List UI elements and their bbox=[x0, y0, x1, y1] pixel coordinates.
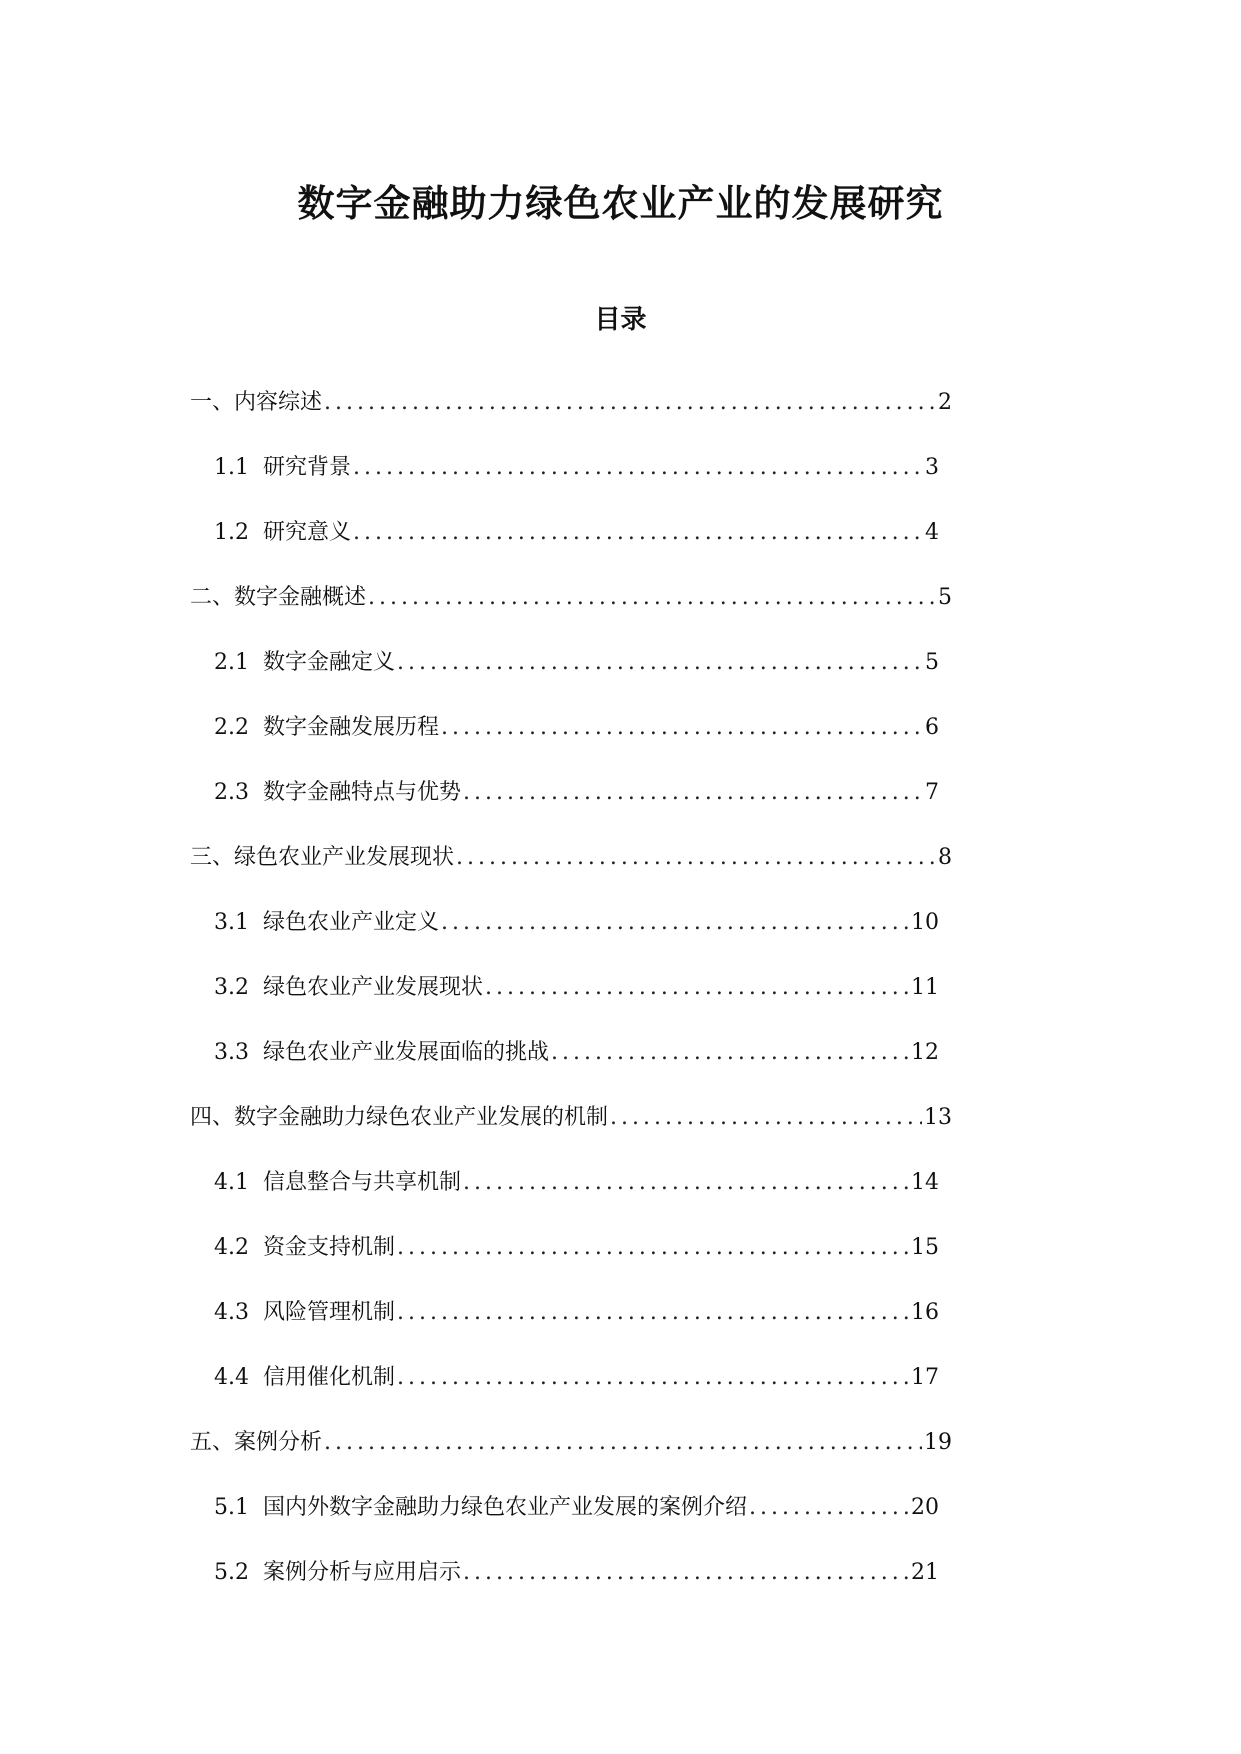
toc-entry-2-1[interactable] bbox=[214, 643, 939, 708]
toc-dot-leader bbox=[397, 1293, 909, 1333]
toc-entry-1[interactable] bbox=[190, 383, 952, 448]
toc-section-number: 2.2 bbox=[214, 715, 249, 740]
toc-entry-3-1[interactable] bbox=[214, 903, 939, 968]
toc-section-number: 1.1 bbox=[214, 455, 249, 480]
toc-page-number: 5 bbox=[925, 650, 939, 675]
toc-heading: 目录 bbox=[594, 304, 647, 335]
toc-dot-leader bbox=[485, 968, 909, 1008]
toc-entry-3-2[interactable] bbox=[214, 968, 939, 1033]
toc-dot-leader bbox=[397, 1228, 909, 1268]
toc-entry-text: 数字金融发展历程 bbox=[263, 715, 440, 740]
toc-section-number: 5.2 bbox=[214, 1560, 249, 1585]
toc-entry-text: 国内外数字金融助力绿色农业产业发展的案例介绍 bbox=[263, 1495, 748, 1520]
toc-dot-leader bbox=[353, 448, 923, 488]
toc-entry-text: 资金支持机制 bbox=[263, 1235, 396, 1260]
toc-dot-leader bbox=[353, 513, 923, 553]
toc-dot-leader bbox=[397, 1358, 909, 1398]
toc-page-number: 14 bbox=[911, 1170, 939, 1195]
toc-entry-2-3[interactable] bbox=[214, 773, 939, 838]
toc-entry-text: 数字金融特点与优势 bbox=[263, 780, 462, 805]
toc-section-number: 5.1 bbox=[214, 1495, 249, 1520]
toc-entry-text: 绿色农业产业发展现状 bbox=[263, 975, 484, 1000]
toc-dot-leader bbox=[463, 1553, 909, 1593]
toc-page-number: 12 bbox=[911, 1040, 939, 1065]
toc-page-number: 8 bbox=[938, 845, 952, 870]
toc-page-number: 5 bbox=[938, 585, 952, 610]
toc-entry-1-2[interactable] bbox=[214, 513, 939, 578]
toc-section-number: 2.3 bbox=[214, 780, 249, 805]
toc-section-number: 1.2 bbox=[214, 520, 249, 545]
toc-entry-text: 二、数字金融概述 bbox=[190, 585, 367, 610]
toc-page-number: 15 bbox=[911, 1235, 939, 1260]
toc-entry-text: 五、案例分析 bbox=[190, 1430, 323, 1455]
toc-entry-4-3[interactable] bbox=[214, 1293, 939, 1358]
toc-page-number: 4 bbox=[925, 520, 939, 545]
toc-dot-leader bbox=[463, 773, 923, 813]
toc-section-number: 3.2 bbox=[214, 975, 249, 1000]
toc-section-number: 4.3 bbox=[214, 1300, 249, 1325]
toc-entry-2-2[interactable] bbox=[214, 708, 939, 773]
toc-section-number: 4.1 bbox=[214, 1170, 249, 1195]
table-of-contents bbox=[0, 383, 1241, 1618]
toc-page-number: 10 bbox=[911, 910, 939, 935]
toc-entry-1-1[interactable] bbox=[214, 448, 939, 513]
toc-entry-text: 案例分析与应用启示 bbox=[263, 1560, 462, 1585]
toc-section-number: 4.4 bbox=[214, 1365, 249, 1390]
toc-entry-2[interactable] bbox=[190, 578, 952, 643]
toc-entry-text: 绿色农业产业发展面临的挑战 bbox=[263, 1040, 550, 1065]
toc-dot-leader bbox=[324, 383, 936, 423]
toc-dot-leader bbox=[397, 643, 923, 683]
toc-section-number: 2.1 bbox=[214, 650, 249, 675]
toc-entry-5[interactable] bbox=[190, 1423, 952, 1488]
toc-page-number: 21 bbox=[911, 1560, 939, 1585]
toc-page-number: 17 bbox=[911, 1365, 939, 1390]
toc-page-number: 20 bbox=[911, 1495, 939, 1520]
toc-entry-text: 风险管理机制 bbox=[263, 1300, 396, 1325]
toc-entry-text: 信用催化机制 bbox=[263, 1365, 396, 1390]
toc-entry-text: 研究意义 bbox=[263, 520, 352, 545]
toc-section-number: 3.1 bbox=[214, 910, 249, 935]
toc-page-number: 2 bbox=[938, 390, 952, 415]
toc-dot-leader bbox=[456, 838, 936, 878]
toc-page-number: 19 bbox=[924, 1430, 952, 1455]
toc-entry-text: 研究背景 bbox=[263, 455, 352, 480]
toc-dot-leader bbox=[441, 903, 909, 943]
toc-page-number: 3 bbox=[925, 455, 939, 480]
toc-entry-text: 三、绿色农业产业发展现状 bbox=[190, 845, 455, 870]
toc-entry-4-4[interactable] bbox=[214, 1358, 939, 1423]
toc-entry-3[interactable] bbox=[190, 838, 952, 903]
toc-dot-leader bbox=[749, 1488, 909, 1528]
toc-entry-text: 一、内容综述 bbox=[190, 390, 323, 415]
toc-dot-leader bbox=[368, 578, 936, 618]
toc-entry-text: 数字金融定义 bbox=[263, 650, 396, 675]
toc-entry-5-1[interactable] bbox=[214, 1488, 939, 1553]
toc-section-number: 3.3 bbox=[214, 1040, 249, 1065]
toc-section-number: 4.2 bbox=[214, 1235, 249, 1260]
toc-entry-3-3[interactable] bbox=[214, 1033, 939, 1098]
document-title: 数字金融助力绿色农业产业的发展研究 bbox=[297, 180, 944, 225]
toc-entry-text: 绿色农业产业定义 bbox=[263, 910, 440, 935]
toc-dot-leader bbox=[610, 1098, 922, 1138]
toc-dot-leader bbox=[324, 1423, 922, 1463]
toc-page-number: 13 bbox=[924, 1105, 952, 1130]
toc-page-number: 6 bbox=[925, 715, 939, 740]
toc-page-number: 11 bbox=[911, 975, 939, 1000]
toc-page-number: 7 bbox=[925, 780, 939, 805]
toc-entry-5-2[interactable] bbox=[214, 1553, 939, 1618]
toc-dot-leader bbox=[441, 708, 923, 748]
toc-dot-leader bbox=[551, 1033, 909, 1073]
toc-entry-text: 四、数字金融助力绿色农业产业发展的机制 bbox=[190, 1105, 609, 1130]
toc-entry-4[interactable] bbox=[190, 1098, 952, 1163]
toc-dot-leader bbox=[463, 1163, 909, 1203]
toc-page-number: 16 bbox=[911, 1300, 939, 1325]
toc-entry-4-2[interactable] bbox=[214, 1228, 939, 1293]
toc-entry-4-1[interactable] bbox=[214, 1163, 939, 1228]
toc-entry-text: 信息整合与共享机制 bbox=[263, 1170, 462, 1195]
